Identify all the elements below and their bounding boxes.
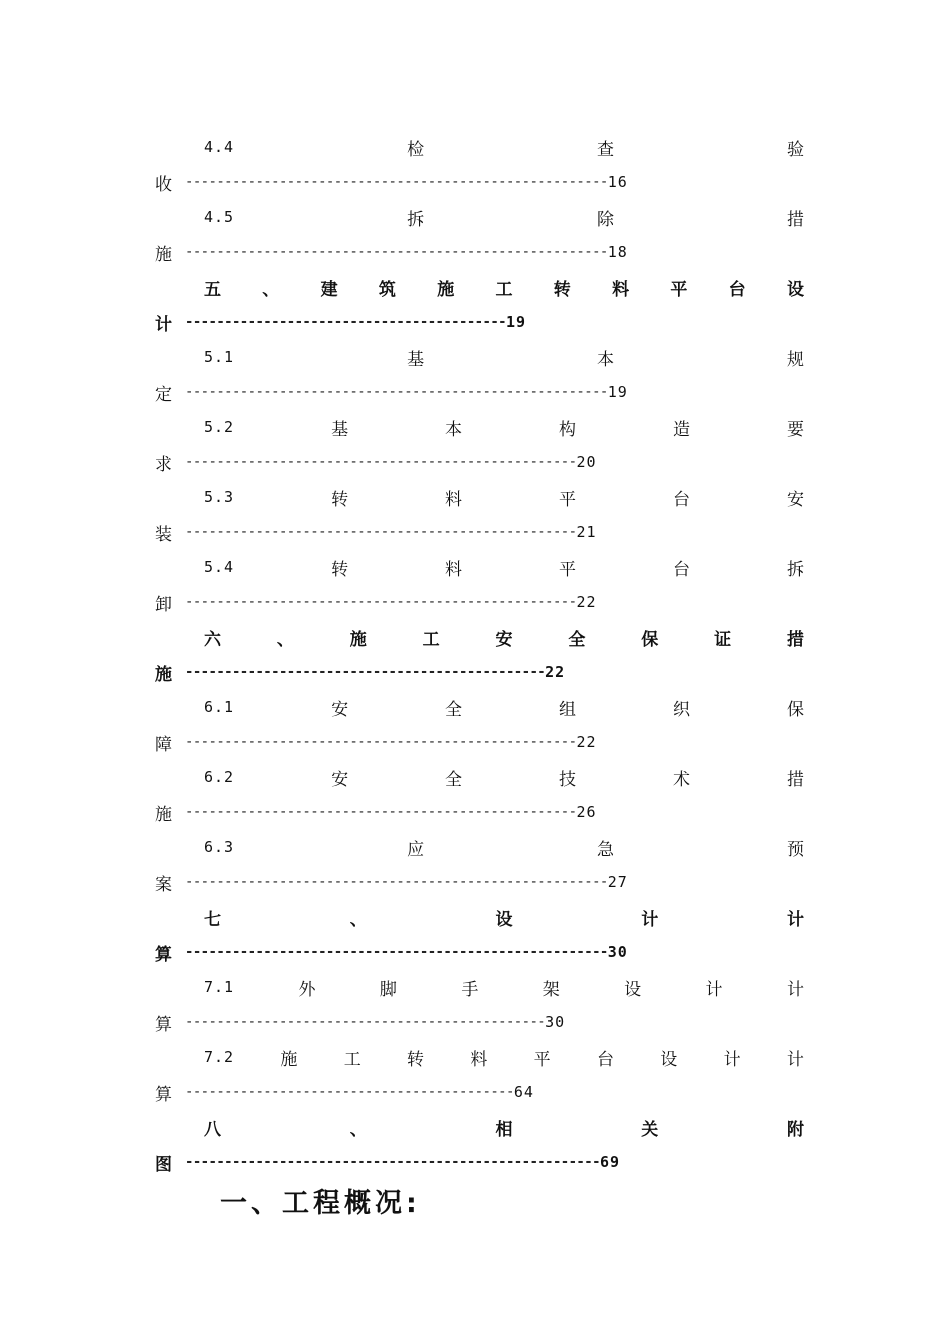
toc-dot-leader: ------------------------------------------------------ xyxy=(185,944,608,960)
toc-entry-title-char: 安 xyxy=(331,699,349,720)
toc-page-number: 21 xyxy=(576,523,597,541)
toc-dot-leader: ------------------------------------------------------ xyxy=(185,874,608,890)
toc-entry-leader-line xyxy=(155,517,597,547)
toc-page-number: 16 xyxy=(607,173,628,191)
toc-entry-number: 5.3 xyxy=(204,488,235,506)
toc-dot-leader: -------------------------------------------------- xyxy=(185,594,577,610)
toc-entry-title-char: 拆 xyxy=(786,559,804,580)
toc-dot-leader: ---------------------------------------------- xyxy=(185,1014,546,1030)
toc-entry-title-char: 、 xyxy=(262,279,280,300)
toc-entry-title-char: 架 xyxy=(542,979,560,1000)
toc-entry-title-char: 、 xyxy=(276,629,294,650)
toc-entry-leader-line xyxy=(155,447,597,477)
toc-entry-title-char: 手 xyxy=(461,979,479,1000)
toc-entry-number: 七 xyxy=(204,909,221,930)
toc-entry-title-line xyxy=(204,272,804,302)
toc-entry-title-char: 技 xyxy=(559,769,576,790)
toc-entry-title-char: 查 xyxy=(597,139,615,160)
toc-entry-title-char: 相 xyxy=(495,1119,513,1140)
toc-entry-title-char: 措 xyxy=(787,209,804,230)
toc-entry-title-tail: 案 xyxy=(155,874,172,895)
toc-entry-title-char: 外 xyxy=(298,979,316,1000)
toc-entry-title-char: 安 xyxy=(331,769,349,790)
toc-page-number: 19 xyxy=(607,383,628,401)
toc-entry-title-char: 计 xyxy=(723,1049,741,1070)
toc-entry-title-char: 证 xyxy=(714,629,732,650)
toc-entry-title-char: 施 xyxy=(437,279,455,300)
toc-entry-title-char: 台 xyxy=(596,1049,614,1070)
toc-entry-title-char: 料 xyxy=(612,279,630,300)
toc-dot-leader: -------------------------------------------------- xyxy=(185,804,577,820)
toc-entry-number: 4.4 xyxy=(204,138,235,156)
toc-entry-title-char: 应 xyxy=(407,839,425,860)
toc-entry-title-line xyxy=(204,552,804,582)
toc-entry-title-char: 转 xyxy=(331,489,349,510)
toc-entry-title-char: 本 xyxy=(445,419,463,440)
toc-entry-title-tail: 施 xyxy=(155,664,172,685)
toc-entry[interactable] xyxy=(0,342,950,412)
toc-entry-title-char: 措 xyxy=(786,769,804,790)
toc-page-number: 27 xyxy=(607,873,628,891)
toc-entry-title-char: 台 xyxy=(728,279,746,300)
toc-page-number: 30 xyxy=(607,943,628,961)
toc-entry-title-line xyxy=(204,622,804,652)
toc-entry-title-char: 料 xyxy=(445,489,463,510)
toc-entry-number: 7.1 xyxy=(204,978,235,996)
toc-dot-leader: ------------------------------------------ xyxy=(185,1084,514,1100)
toc-entry[interactable] xyxy=(0,762,950,832)
toc-entry-title-char: 验 xyxy=(787,139,804,160)
toc-entry-title-char: 平 xyxy=(670,279,688,300)
toc-entry[interactable] xyxy=(0,1112,950,1182)
toc-page-number: 22 xyxy=(545,663,566,681)
toc-entry-title-char: 台 xyxy=(672,489,690,510)
toc-entry-title-char: 料 xyxy=(470,1049,488,1070)
toc-entry-title-char: 工 xyxy=(422,629,440,650)
toc-entry[interactable] xyxy=(0,202,950,272)
toc-dot-leader: ------------------------------------------------------ xyxy=(185,174,608,190)
toc-entry-title-char: 术 xyxy=(672,769,690,790)
toc-entry-number: 6.2 xyxy=(204,768,235,786)
toc-entry-title-char: 组 xyxy=(559,699,576,720)
toc-entry-leader-line xyxy=(155,797,597,827)
toc-entry-leader-line xyxy=(155,1077,534,1107)
toc-entry-title-char: 台 xyxy=(672,559,690,580)
toc-page-number: 64 xyxy=(513,1083,534,1101)
toc-entry-title-line xyxy=(204,762,804,792)
toc-entry-leader-line xyxy=(155,307,526,337)
toc-entry-title-char: 基 xyxy=(407,349,425,370)
toc-entry-title-char: 关 xyxy=(641,1119,659,1140)
toc-dot-leader: ---------------------------------------------- xyxy=(185,664,546,680)
toc-entry-title-char: 筑 xyxy=(378,279,396,300)
toc-entry-title-char: 料 xyxy=(445,559,463,580)
toc-entry-title-char: 拆 xyxy=(407,209,425,230)
toc-entry-title-tail: 算 xyxy=(155,944,172,965)
toc-entry-number: 6.3 xyxy=(204,838,235,856)
toc-page-number: 18 xyxy=(607,243,628,261)
toc-entry-title-char: 除 xyxy=(597,209,615,230)
toc-entry-title-char: 急 xyxy=(597,839,615,860)
toc-entry-title-line xyxy=(204,1112,804,1142)
toc-entry-title-char: 保 xyxy=(641,629,659,650)
toc-entry-title-line xyxy=(204,202,804,232)
toc-page-number: 26 xyxy=(576,803,597,821)
toc-entry-title-char: 转 xyxy=(331,559,349,580)
section-heading: 一、工程概况: xyxy=(220,1187,421,1219)
toc-entry-leader-line xyxy=(155,1147,620,1177)
toc-entry-title-tail: 卸 xyxy=(155,594,172,615)
toc-entry-title-line xyxy=(204,1042,804,1072)
toc-page-number: 22 xyxy=(576,733,597,751)
toc-entry-title-char: 预 xyxy=(787,839,804,860)
toc-entry-leader-line xyxy=(155,167,628,197)
toc-page-number: 30 xyxy=(545,1013,566,1031)
toc-entry-title-tail: 障 xyxy=(155,734,172,755)
toc-entry-title-line xyxy=(204,832,804,862)
toc-entry-number: 八 xyxy=(204,1119,221,1140)
toc-entry-leader-line xyxy=(155,657,565,687)
toc-entry-title-char: 全 xyxy=(445,699,463,720)
toc-dot-leader: -------------------------------------------------- xyxy=(185,734,577,750)
toc-dot-leader: ----------------------------------------------------- xyxy=(185,1154,600,1170)
toc-entry-title-char: 构 xyxy=(559,419,576,440)
toc-page-number: 19 xyxy=(505,313,527,331)
toc-entry-title-tail: 装 xyxy=(155,524,172,545)
toc-entry-leader-line xyxy=(155,237,628,267)
toc-entry-title-char: 施 xyxy=(280,1049,298,1070)
toc-entry-title-char: 、 xyxy=(349,1119,367,1140)
toc-page-number: 22 xyxy=(576,593,597,611)
toc-entry-title-char: 保 xyxy=(786,699,804,720)
toc-entry-leader-line xyxy=(155,587,597,617)
toc-entry-leader-line xyxy=(155,937,628,967)
toc-entry-title-char: 设 xyxy=(624,979,642,1000)
toc-entry-title-line xyxy=(204,902,804,932)
toc-entry-title-char: 检 xyxy=(407,139,425,160)
toc-entry[interactable] xyxy=(0,902,950,972)
toc-page-number: 20 xyxy=(576,453,597,471)
toc-entry-number: 五 xyxy=(204,279,221,300)
toc-entry-title-line xyxy=(204,972,804,1002)
toc-entry-title-line xyxy=(204,482,804,512)
toc-entry-title-tail: 定 xyxy=(155,384,172,405)
toc-page-number: 69 xyxy=(599,1153,620,1171)
toc-entry-title-char: 平 xyxy=(533,1049,551,1070)
toc-entry-number: 5.2 xyxy=(204,418,235,436)
toc-entry[interactable] xyxy=(0,622,950,692)
toc-entry-title-char: 计 xyxy=(786,979,804,1000)
toc-entry-title-char: 计 xyxy=(787,909,804,930)
toc-entry-title-char: 平 xyxy=(559,489,576,510)
toc-entry-title-char: 造 xyxy=(672,419,690,440)
toc-entry-title-char: 计 xyxy=(786,1049,804,1070)
toc-entry-title-tail: 施 xyxy=(155,804,172,825)
toc-entry-title-tail: 算 xyxy=(155,1014,172,1035)
toc-entry-title-tail: 图 xyxy=(155,1154,172,1175)
toc-entry-title-line xyxy=(204,412,804,442)
toc-entry-title-char: 工 xyxy=(343,1049,361,1070)
toc-entry-title-char: 施 xyxy=(349,629,367,650)
toc-entry-title-char: 设 xyxy=(495,909,513,930)
toc-entry-leader-line xyxy=(155,867,628,897)
toc-entry-title-char: 规 xyxy=(787,349,804,370)
toc-entry[interactable] xyxy=(0,272,950,342)
toc-entry[interactable] xyxy=(0,482,950,552)
toc-entry-number: 5.4 xyxy=(204,558,235,576)
toc-entry-title-char: 要 xyxy=(786,419,804,440)
toc-entry-title-char: 脚 xyxy=(379,979,397,1000)
toc-entry-number: 7.2 xyxy=(204,1048,235,1066)
toc-entry-title-char: 基 xyxy=(331,419,349,440)
toc-entry-title-char: 安 xyxy=(495,629,513,650)
toc-entry-title-char: 工 xyxy=(495,279,513,300)
toc-entry-title-char: 全 xyxy=(568,629,586,650)
toc-entry-leader-line xyxy=(155,727,597,757)
toc-entry-title-tail: 施 xyxy=(155,244,172,265)
toc-entry-title-line xyxy=(204,692,804,722)
toc-entry-title-char: 织 xyxy=(672,699,690,720)
toc-entry-title-char: 转 xyxy=(407,1049,425,1070)
toc-entry-title-char: 设 xyxy=(660,1049,678,1070)
toc-entry-number: 4.5 xyxy=(204,208,235,226)
toc-entry[interactable] xyxy=(0,132,950,202)
toc-entry-title-tail: 计 xyxy=(155,314,172,335)
toc-entry[interactable] xyxy=(0,1042,950,1112)
toc-entry-title-line xyxy=(204,342,804,372)
toc-entry-title-char: 计 xyxy=(705,979,723,1000)
toc-entry-number: 六 xyxy=(204,629,221,650)
toc-entry-title-char: 附 xyxy=(787,1119,804,1140)
toc-entry[interactable] xyxy=(0,692,950,762)
toc-entry-title-char: 计 xyxy=(641,909,659,930)
toc-entry-number: 6.1 xyxy=(204,698,235,716)
toc-entry-title-char: 、 xyxy=(349,909,367,930)
toc-entry-title-char: 措 xyxy=(787,629,804,650)
toc-entry-title-line xyxy=(204,132,804,162)
toc-entry-title-char: 设 xyxy=(786,279,804,300)
toc-dot-leader: ----------------------------------------- xyxy=(185,314,506,330)
toc-entry[interactable] xyxy=(0,412,950,482)
toc-entry-title-char: 建 xyxy=(320,279,338,300)
toc-entry[interactable] xyxy=(0,832,950,902)
toc-entry[interactable] xyxy=(0,552,950,622)
toc-dot-leader: -------------------------------------------------- xyxy=(185,454,577,470)
toc-entry-title-char: 转 xyxy=(553,279,571,300)
toc-entry-leader-line xyxy=(155,1007,565,1037)
toc-entry-number: 5.1 xyxy=(204,348,235,366)
toc-entry-title-char: 平 xyxy=(559,559,576,580)
toc-dot-leader: ------------------------------------------------------ xyxy=(185,244,608,260)
toc-entry[interactable] xyxy=(0,972,950,1042)
toc-entry-title-tail: 算 xyxy=(155,1084,172,1105)
toc-entry-title-char: 安 xyxy=(786,489,804,510)
toc-entry-title-tail: 收 xyxy=(155,174,172,195)
toc-entry-title-tail: 求 xyxy=(155,454,172,475)
toc-entry-title-char: 全 xyxy=(445,769,463,790)
toc-dot-leader: ------------------------------------------------------ xyxy=(185,384,608,400)
toc-dot-leader: -------------------------------------------------- xyxy=(185,524,577,540)
toc-entry-title-char: 本 xyxy=(597,349,615,370)
toc-entry-leader-line xyxy=(155,377,628,407)
